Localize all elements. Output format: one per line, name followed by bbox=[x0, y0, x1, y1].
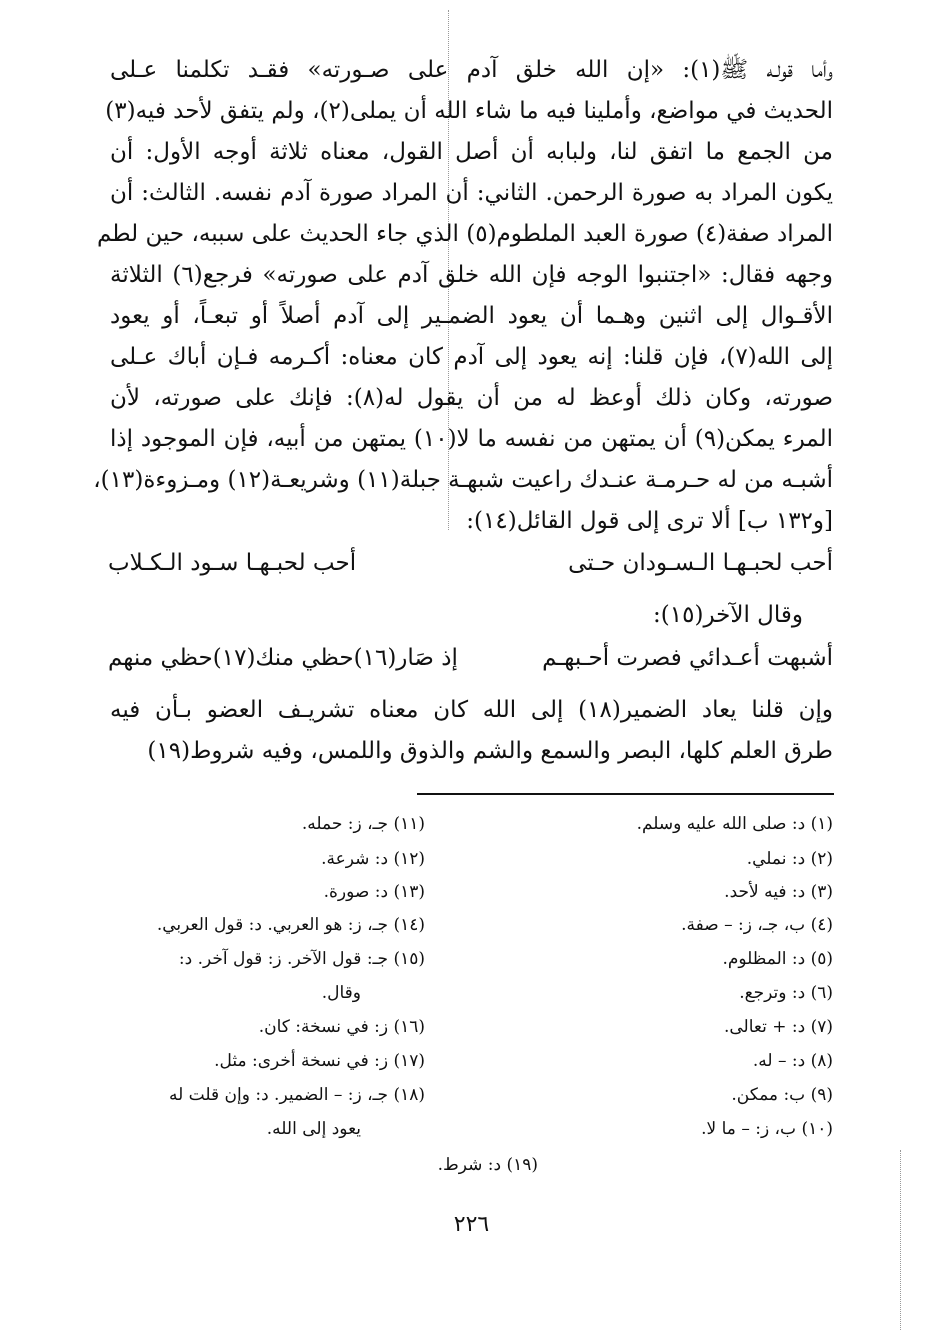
footnote: (٩) ب: ممكن. bbox=[731, 1085, 833, 1105]
page-number: ٢٢٦ bbox=[453, 1212, 490, 1237]
body-line: وإن قلنا يعاد الضمير(١٨) إلى الله كان معناه تشريـف العضو بـأن فيه bbox=[110, 697, 833, 723]
footnote: (٦) د: وترجع. bbox=[739, 983, 833, 1003]
footnote: (٤) ب، جـ، ز: – صفة. bbox=[681, 915, 833, 935]
body-line: [و١٣٢ ب] ألا ترى إلى قول القائل(١٤): bbox=[466, 508, 833, 534]
body-line: المراد صفة(٤) صورة العبد الملطوم(٥) الذي جاء الحديث على سببه، حين لطم bbox=[96, 221, 833, 247]
body-line: إلى الله(٧)، فإن قلنا: إنه يعود إلى آدم كان معناه: أكـرمه فـإن أباك عـلى bbox=[110, 344, 833, 370]
footnote: (١) د: صلى الله عليه وسلم. bbox=[636, 814, 833, 834]
footnote: (١٦) ز: في نسخة: كان. bbox=[258, 1017, 425, 1037]
verse2-intro: وقال الآخر(١٥): bbox=[653, 602, 803, 628]
footnote: (٨) د: – له. bbox=[752, 1051, 833, 1071]
body-line: وجهه فقال: «اجتنبوا الوجه فإن الله خلق آدم على صورته» فرجع(٦) الثلاثة bbox=[110, 262, 833, 288]
scan-artifact bbox=[900, 1150, 901, 1330]
footnote: (١١) جـ، ز: حمله. bbox=[301, 814, 425, 834]
body-line: طرق العلم كلها، البصر والسمع والشم والذوق واللمس، وفيه شروط(١٩) bbox=[147, 738, 833, 764]
footnote: (١٨) جـ، ز: – الضمير. د: وإن قلت له bbox=[168, 1085, 425, 1105]
footnote: (٣) د: فيه لأحد. bbox=[724, 882, 833, 902]
body-line: الحديث في مواضع، وأملينا فيه ما شاء الله أن يملى(٢)، ولم يتفق لأحد فيه(٣) bbox=[105, 98, 833, 124]
body-line: المرء يمكن(٩) أن يمتهن من نفسه ما لا(١٠) يمتهن من أبيه، فإن الموجود إذا bbox=[110, 426, 833, 452]
footnote: (١٣) د: صورة. bbox=[323, 882, 425, 902]
footnote-separator bbox=[417, 793, 834, 795]
footnote: (١٥) جـ: قول الآخر. ز: قول آخر. د: bbox=[178, 949, 425, 969]
body-line: يكون المراد به صورة الرحمن. الثاني: أن المراد صورة آدم نفسه. الثالث: أن bbox=[110, 180, 833, 206]
footnote: (١٠) ب، ز: – ما لا. bbox=[701, 1119, 833, 1139]
footnote-continuation: وقال. bbox=[321, 983, 361, 1003]
footnote-continuation: يعود إلى الله. bbox=[266, 1119, 361, 1139]
footnote: (٥) د: المظلوم. bbox=[722, 949, 833, 969]
footnote: (٧) د: + تعالى. bbox=[723, 1017, 833, 1037]
body-line: أشبـه من له حـرمـة عنـدك راعيت شبهـة جبلة(١١) وشريعـة(١٢) ومـزوءة(١٣)، bbox=[93, 467, 833, 493]
verse2-first-hemistich: أشبهت أعـدائي فصرت أحـبهـم bbox=[542, 645, 833, 671]
footnote: (١٩) د: شرط. bbox=[437, 1155, 538, 1175]
body-line: من الجمع ما اتفق لنا، ولبابه أن أصل القول، معناه ثلاثة أوجه الأول: أن bbox=[110, 139, 833, 165]
body-line: الأقـوال إلى اثنين وهـما أن يعود الضمـير إلى آدم أصلاً أو تبعـاً، أو يعود bbox=[110, 303, 833, 329]
body-line: صورته، وكان ذلك أوعظ له من أن يقول له(٨): فإنك على صورته، لأن bbox=[110, 385, 833, 411]
footnote: (٢) د: نملي. bbox=[746, 849, 833, 869]
verse1-first-hemistich: أحب لحبـهـا الـسـودان حـتى bbox=[568, 550, 833, 576]
verse1-second-hemistich: أحب لحبـهـا سـود الـكـلاب bbox=[108, 550, 357, 576]
footnote: (١٢) د: شرعة. bbox=[321, 849, 425, 869]
footnote: (١٧) ز: في نسخة أخرى: مثل. bbox=[214, 1051, 425, 1071]
footnote: (١٤) جـ، ز: هو العربي. د: قول العربي. bbox=[156, 915, 425, 935]
verse2-second-hemistich: إذ صَار(١٦)حظي منك(١٧)حظي منهم bbox=[108, 645, 458, 671]
body-line: وأما قولـه ﷺ(١): «إن الله خلق آدم على صـورته» فقـد تكلمنا عـلى bbox=[110, 57, 833, 83]
